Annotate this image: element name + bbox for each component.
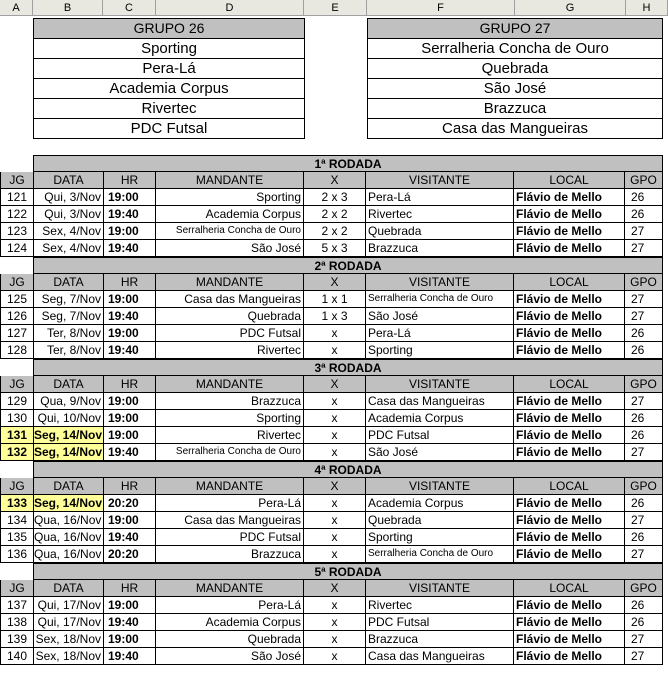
game-time-cell[interactable]: 19:40 [104, 529, 156, 546]
home-team-cell[interactable]: Sporting [156, 189, 304, 206]
column-header[interactable]: A [0, 0, 33, 16]
table-header-row [0, 376, 663, 393]
home-team-cell[interactable]: São José [156, 240, 304, 257]
group-number-header[interactable]: GPO [625, 172, 663, 189]
game-time-cell[interactable]: 20:20 [104, 495, 156, 512]
score-cell[interactable]: x [304, 410, 366, 427]
group-number-cell[interactable]: 27 [625, 308, 663, 325]
score-header[interactable]: X [304, 478, 366, 495]
game-time-header[interactable]: HR [104, 172, 156, 189]
round-title: 5ª RODADA [33, 563, 663, 580]
group-27-title: GRUPO 27 [368, 19, 662, 39]
score-cell[interactable]: x [304, 631, 366, 648]
home-team-cell[interactable]: Rivertec [156, 342, 304, 359]
away-team-cell[interactable]: Serralheria Concha de Ouro [366, 291, 514, 308]
score-cell[interactable]: 2 x 2 [304, 223, 366, 240]
group-number-cell[interactable]: 26 [625, 529, 663, 546]
home-team-header[interactable]: MANDANTE [156, 376, 304, 393]
home-team-cell[interactable]: Rivertec [156, 427, 304, 444]
game-number-cell[interactable]: 128 [0, 342, 34, 359]
game-time-cell[interactable]: 19:40 [104, 240, 156, 257]
home-team-cell[interactable]: Serralheria Concha de Ouro [156, 223, 304, 240]
group-number-cell[interactable]: 26 [625, 189, 663, 206]
away-team-cell[interactable]: PDC Futsal [366, 427, 514, 444]
home-team-cell[interactable]: Brazzuca [156, 393, 304, 410]
venue-cell[interactable]: Flávio de Mello [514, 648, 625, 665]
round-title: 3ª RODADA [33, 359, 663, 376]
game-number-cell[interactable]: 122 [0, 206, 34, 223]
venue-header[interactable]: LOCAL [514, 376, 625, 393]
venue-cell[interactable]: Flávio de Mello [514, 410, 625, 427]
column-header[interactable]: E [304, 0, 367, 16]
game-date-cell[interactable]: Qua, 16/Nov [34, 546, 104, 563]
home-team-cell[interactable]: Academia Corpus [156, 206, 304, 223]
group-number-cell[interactable]: 26 [625, 325, 663, 342]
table-row [0, 189, 663, 206]
group-number-header[interactable]: GPO [625, 478, 663, 495]
game-date-cell[interactable]: Qui, 3/Nov [34, 189, 104, 206]
game-number-cell[interactable]: 132 [0, 444, 34, 461]
table-row [0, 240, 663, 257]
game-number-cell[interactable]: 121 [0, 189, 34, 206]
score-cell[interactable]: x [304, 325, 366, 342]
game-date-cell[interactable]: Seg, 14/Nov [34, 496, 103, 510]
round-title: 1ª RODADA [33, 155, 663, 172]
game-date-cell[interactable]: Seg, 7/Nov [34, 308, 104, 325]
score-cell[interactable]: 2 x 3 [304, 189, 366, 206]
table-row [0, 648, 663, 665]
game-number-cell[interactable]: 131 [0, 427, 34, 444]
home-team-cell[interactable]: Academia Corpus [156, 614, 304, 631]
group-26-team[interactable]: Sporting [34, 39, 304, 59]
score-cell[interactable]: x [304, 614, 366, 631]
group-number-cell[interactable]: 26 [625, 597, 663, 614]
group-26-title: GRUPO 26 [34, 19, 304, 39]
game-number-cell[interactable]: 135 [0, 529, 34, 546]
game-date-cell[interactable]: Qua, 9/Nov [34, 393, 104, 410]
game-date-header[interactable]: DATA [34, 274, 104, 291]
game-number-cell[interactable]: 124 [0, 240, 34, 257]
column-header-bar [0, 0, 668, 17]
game-time-cell[interactable]: 19:00 [104, 325, 156, 342]
group-number-cell[interactable]: 27 [625, 546, 663, 563]
home-team-cell[interactable]: PDC Futsal [156, 529, 304, 546]
home-team-cell[interactable]: Sporting [156, 410, 304, 427]
home-team-cell[interactable]: Pera-Lá [156, 495, 304, 512]
table-row [0, 495, 663, 512]
table-row [0, 223, 663, 240]
game-date-cell[interactable]: Qui, 17/Nov [34, 597, 104, 614]
home-team-cell[interactable]: Casa das Mangueiras [156, 512, 304, 529]
group-26-team[interactable]: Academia Corpus [34, 79, 304, 99]
group-27-team[interactable]: Quebrada [368, 59, 662, 79]
away-team-cell[interactable]: Rivertec [366, 206, 514, 223]
venue-cell[interactable]: Flávio de Mello [514, 597, 625, 614]
group-26-team[interactable]: Pera-Lá [34, 59, 304, 79]
venue-cell[interactable]: Flávio de Mello [514, 393, 625, 410]
game-date-cell[interactable]: Seg, 14/Nov [34, 445, 103, 459]
score-header[interactable]: X [304, 274, 366, 291]
away-team-cell[interactable]: Brazzuca [366, 240, 514, 257]
game-number-cell[interactable]: 140 [0, 648, 34, 665]
venue-cell[interactable]: Flávio de Mello [514, 546, 625, 563]
game-time-cell[interactable]: 19:40 [104, 206, 156, 223]
game-time-cell[interactable]: 20:20 [104, 546, 156, 563]
game-time-cell[interactable]: 19:00 [104, 291, 156, 308]
away-team-cell[interactable]: Casa das Mangueiras [366, 393, 514, 410]
column-header[interactable]: G [515, 0, 626, 16]
game-time-cell[interactable]: 19:00 [104, 597, 156, 614]
game-time-header[interactable]: HR [104, 376, 156, 393]
venue-cell[interactable]: Flávio de Mello [514, 614, 625, 631]
game-number-cell[interactable]: 126 [0, 308, 34, 325]
score-cell[interactable]: x [304, 529, 366, 546]
game-number-header[interactable]: JG [0, 580, 34, 597]
table-header-row [0, 274, 663, 291]
venue-cell[interactable]: Flávio de Mello [514, 631, 625, 648]
away-team-cell[interactable]: Sporting [366, 529, 514, 546]
group-number-cell[interactable]: 26 [625, 495, 663, 512]
group-27-team[interactable]: Casa das Mangueiras [442, 120, 588, 137]
venue-header[interactable]: LOCAL [514, 580, 625, 597]
game-number-header[interactable]: JG [0, 274, 34, 291]
away-team-header[interactable]: VISITANTE [366, 478, 514, 495]
group-27-team[interactable]: Brazzuca [368, 99, 662, 119]
away-team-cell[interactable]: Academia Corpus [366, 495, 514, 512]
table-row [0, 325, 663, 342]
away-team-cell[interactable]: São José [366, 444, 514, 461]
game-time-cell[interactable]: 19:40 [104, 342, 156, 359]
game-date-header[interactable]: DATA [34, 376, 104, 393]
home-team-header[interactable]: MANDANTE [156, 478, 304, 495]
score-cell[interactable]: x [304, 597, 366, 614]
game-date-cell[interactable]: Seg, 7/Nov [34, 291, 104, 308]
venue-cell[interactable]: Flávio de Mello [514, 308, 625, 325]
score-header[interactable]: X [304, 376, 366, 393]
score-cell[interactable]: 5 x 3 [304, 240, 366, 257]
away-team-cell[interactable]: Casa das Mangueiras [366, 648, 514, 665]
group-number-cell[interactable]: 26 [625, 614, 663, 631]
home-team-cell[interactable]: Casa das Mangueiras [156, 291, 304, 308]
table-row [0, 308, 663, 325]
game-date-cell[interactable]: Qui, 3/Nov [34, 206, 104, 223]
home-team-header[interactable]: MANDANTE [156, 172, 304, 189]
column-header[interactable]: H [626, 0, 668, 16]
table-row [0, 393, 663, 410]
game-date-cell[interactable]: Seg, 14/Nov [34, 428, 103, 442]
table-row [0, 206, 663, 223]
game-date-header[interactable]: DATA [34, 580, 104, 597]
away-team-header[interactable]: VISITANTE [366, 172, 514, 189]
table-header-row [0, 172, 663, 189]
home-team-cell[interactable]: São José [156, 648, 304, 665]
group-number-cell[interactable]: 27 [625, 631, 663, 648]
away-team-cell[interactable]: PDC Futsal [366, 614, 514, 631]
group-26-box [33, 18, 305, 139]
group-number-cell[interactable]: 26 [625, 342, 663, 359]
group-27-team[interactable]: Serralheria Concha de Ouro [368, 39, 662, 59]
group-27-team[interactable]: São José [368, 79, 662, 99]
game-number-cell[interactable]: 137 [0, 597, 34, 614]
game-time-cell[interactable]: 19:00 [104, 410, 156, 427]
game-date-cell[interactable]: Qua, 16/Nov [34, 529, 104, 546]
game-date-cell[interactable]: Qui, 10/Nov [34, 410, 104, 427]
score-cell[interactable]: 2 x 2 [304, 206, 366, 223]
table-row [0, 614, 663, 631]
game-time-cell[interactable]: 19:40 [104, 614, 156, 631]
game-time-cell[interactable]: 19:00 [104, 427, 156, 444]
game-time-cell[interactable]: 19:00 [104, 393, 156, 410]
group-number-cell[interactable]: 26 [625, 427, 663, 444]
score-cell[interactable]: x [304, 546, 366, 563]
home-team-cell[interactable]: Pera-Lá [156, 597, 304, 614]
game-time-cell[interactable]: 19:40 [104, 648, 156, 665]
game-number-cell[interactable]: 127 [0, 325, 34, 342]
game-number-cell[interactable]: 129 [0, 393, 34, 410]
table-header-row [0, 478, 663, 495]
group-number-cell[interactable]: 27 [625, 512, 663, 529]
table-row [0, 291, 663, 308]
game-number-cell[interactable]: 130 [0, 410, 34, 427]
game-time-cell[interactable]: 19:40 [104, 308, 156, 325]
venue-cell[interactable]: Flávio de Mello [514, 189, 625, 206]
game-number-header[interactable]: JG [0, 172, 34, 189]
home-team-cell[interactable]: Quebrada [156, 631, 304, 648]
venue-cell[interactable]: Flávio de Mello [514, 529, 625, 546]
table-row [0, 512, 663, 529]
game-time-cell[interactable]: 19:00 [104, 189, 156, 206]
away-team-cell[interactable]: Academia Corpus [366, 410, 514, 427]
column-header[interactable]: D [156, 0, 304, 16]
group-number-cell[interactable]: 27 [625, 240, 663, 257]
game-number-cell[interactable]: 125 [0, 291, 34, 308]
group-number-header[interactable]: GPO [625, 580, 663, 597]
game-number-cell[interactable]: 134 [0, 512, 34, 529]
venue-cell[interactable]: Flávio de Mello [514, 427, 625, 444]
home-team-header[interactable]: MANDANTE [156, 580, 304, 597]
game-date-cell[interactable]: Qui, 17/Nov [34, 614, 104, 631]
round-title: 2ª RODADA [33, 257, 663, 274]
venue-cell[interactable]: Flávio de Mello [514, 342, 625, 359]
game-number-header[interactable]: JG [0, 478, 34, 495]
venue-header[interactable]: LOCAL [514, 172, 625, 189]
away-team-cell[interactable]: Rivertec [366, 597, 514, 614]
score-header[interactable]: X [304, 172, 366, 189]
away-team-cell[interactable]: Serralheria Concha de Ouro [366, 546, 514, 563]
game-time-header[interactable]: HR [104, 274, 156, 291]
group-number-cell[interactable]: 27 [625, 291, 663, 308]
score-cell[interactable]: 1 x 3 [304, 308, 366, 325]
table-row [0, 631, 663, 648]
group-number-header[interactable]: GPO [625, 376, 663, 393]
column-header[interactable]: F [367, 0, 515, 16]
venue-cell[interactable]: Flávio de Mello [514, 206, 625, 223]
away-team-cell[interactable]: São José [366, 308, 514, 325]
score-cell[interactable]: x [304, 342, 366, 359]
venue-cell[interactable]: Flávio de Mello [514, 223, 625, 240]
game-date-cell[interactable]: Sex, 4/Nov [34, 240, 104, 257]
table-header-row [0, 580, 663, 597]
group-26-team[interactable]: PDC Futsal [130, 120, 208, 137]
game-time-cell[interactable]: 19:00 [104, 223, 156, 240]
score-cell[interactable]: x [304, 427, 366, 444]
game-number-cell[interactable]: 123 [0, 223, 34, 240]
away-team-header[interactable]: VISITANTE [366, 376, 514, 393]
table-row [0, 546, 663, 563]
game-date-cell[interactable]: Ter, 8/Nov [34, 325, 104, 342]
score-cell[interactable]: x [304, 512, 366, 529]
game-number-cell[interactable]: 139 [0, 631, 34, 648]
away-team-header[interactable]: VISITANTE [366, 274, 514, 291]
table-row [0, 342, 663, 359]
away-team-cell[interactable]: Brazzuca [366, 631, 514, 648]
away-team-cell[interactable]: Quebrada [366, 223, 514, 240]
column-header[interactable]: C [103, 0, 156, 16]
game-time-cell[interactable]: 19:00 [104, 512, 156, 529]
group-26-team[interactable]: Rivertec [34, 99, 304, 119]
game-date-header[interactable]: DATA [34, 172, 104, 189]
away-team-cell[interactable]: Sporting [366, 342, 514, 359]
game-time-header[interactable]: HR [104, 580, 156, 597]
venue-cell[interactable]: Flávio de Mello [514, 240, 625, 257]
game-number-cell[interactable]: 136 [0, 546, 34, 563]
group-number-cell[interactable]: 27 [625, 223, 663, 240]
group-number-cell[interactable]: 27 [625, 648, 663, 665]
away-team-cell[interactable]: Pera-Lá [366, 189, 514, 206]
score-cell[interactable]: x [304, 444, 366, 461]
game-date-cell[interactable]: Ter, 8/Nov [34, 342, 104, 359]
game-date-cell[interactable]: Qua, 16/Nov [34, 512, 104, 529]
game-number-cell[interactable]: 138 [0, 614, 34, 631]
table-row [0, 427, 663, 444]
group-number-cell[interactable]: 26 [625, 206, 663, 223]
venue-cell[interactable]: Flávio de Mello [514, 444, 625, 461]
group-number-header[interactable]: GPO [625, 274, 663, 291]
home-team-cell[interactable]: Brazzuca [156, 546, 304, 563]
column-header[interactable]: B [33, 0, 103, 16]
venue-cell[interactable]: Flávio de Mello [514, 512, 625, 529]
group-number-cell[interactable]: 27 [625, 393, 663, 410]
venue-header[interactable]: LOCAL [514, 274, 625, 291]
venue-cell[interactable]: Flávio de Mello [514, 291, 625, 308]
score-cell[interactable]: x [304, 393, 366, 410]
game-date-cell[interactable]: Sex, 18/Nov [34, 648, 104, 665]
group-number-cell[interactable]: 27 [625, 444, 663, 461]
home-team-cell[interactable]: Quebrada [156, 308, 304, 325]
home-team-cell[interactable]: Serralheria Concha de Ouro [156, 444, 304, 461]
schedule-table [0, 155, 663, 665]
game-time-cell[interactable]: 19:40 [104, 444, 156, 461]
away-team-header[interactable]: VISITANTE [366, 580, 514, 597]
game-date-cell[interactable]: Sex, 18/Nov [34, 631, 104, 648]
game-number-header[interactable]: JG [0, 376, 34, 393]
score-cell[interactable]: x [304, 495, 366, 512]
table-row [0, 410, 663, 427]
group-27-box [367, 18, 663, 139]
table-row [0, 597, 663, 614]
home-team-header[interactable]: MANDANTE [156, 274, 304, 291]
score-cell[interactable]: x [304, 648, 366, 665]
game-number-cell[interactable]: 133 [0, 495, 34, 512]
score-header[interactable]: X [304, 580, 366, 597]
round-title: 4ª RODADA [33, 461, 663, 478]
game-time-header[interactable]: HR [104, 478, 156, 495]
game-time-cell[interactable]: 19:00 [104, 631, 156, 648]
home-team-cell[interactable]: PDC Futsal [156, 325, 304, 342]
table-row [0, 529, 663, 546]
game-date-header[interactable]: DATA [34, 478, 104, 495]
venue-cell[interactable]: Flávio de Mello [514, 495, 625, 512]
score-cell[interactable]: 1 x 1 [304, 291, 366, 308]
venue-cell[interactable]: Flávio de Mello [514, 325, 625, 342]
game-date-cell[interactable]: Sex, 4/Nov [34, 223, 104, 240]
table-row [0, 444, 663, 461]
venue-header[interactable]: LOCAL [514, 478, 625, 495]
away-team-cell[interactable]: Pera-Lá [366, 325, 514, 342]
away-team-cell[interactable]: Quebrada [366, 512, 514, 529]
group-number-cell[interactable]: 26 [625, 410, 663, 427]
